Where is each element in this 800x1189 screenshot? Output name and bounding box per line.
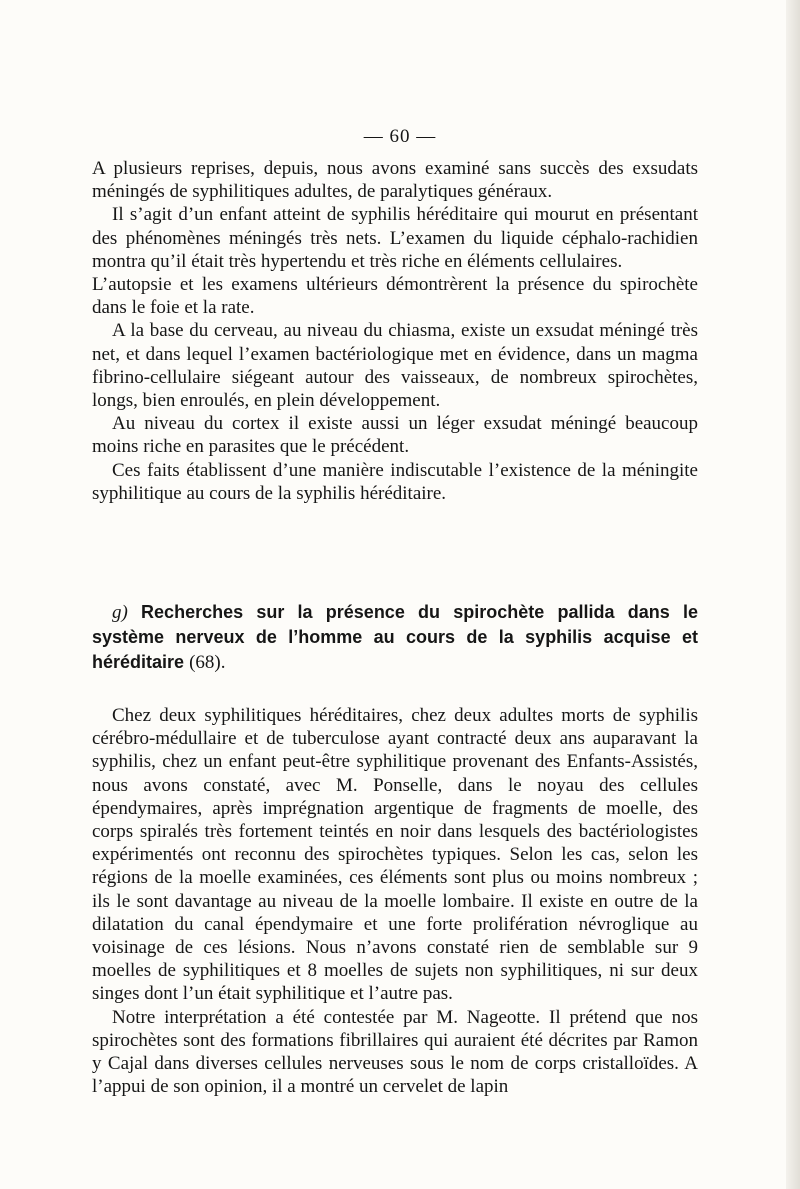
section-marker: g) [112,602,128,623]
paragraph: Ces faits établissent d’une manière indiscutable l’existence de la méningite syphilitique au cours de la syphilis héréditaire. [92,459,698,504]
paragraph: L’autopsie et les examens ultérieurs démontrèrent la présence du spirochète dans le foie et la rate. [92,274,698,319]
paragraph: Au niveau du cortex il existe aussi un léger exsudat méningé beaucoup moins riche en parasites que le précédent. [92,413,698,458]
paragraph: Il s’agit d’un enfant atteint de syphilis héréditaire qui mourut en présentant des phénomènes méningés très nets. L’examen du liquide céphalo-rachidien montra qu’il était très hypertendu et très riche en éléments cellulaires. [92,204,698,272]
paragraph: Chez deux syphilitiques héréditaires, chez deux adultes morts de syphilis cérébro-médullaire et de tuberculose ayant contracté deux ans auparavant la syphilis, chez un enfant peut-être syphilitique provenant des Enfants-Assistés, nous avons constaté, avec M. Ponselle, dans le noyau des cellules épendymaires, après imprégnation argentique de fragments de moelle, des corps spiralés très fortement teintés en noir dans lesquels des bactériologistes expérimentés ont reconnu des spirochètes typiques. Selon les cas, selon les régions de la moelle examinées, ces éléments sont plus ou moins nombreux ; ils le sont davantage au niveau de la moelle lombaire. Il existe en outre de la dilatation du canal épendymaire et une forte prolifération névroglique au voisinage de ces lésions. Nous n’avons constaté rien de semblable sur 9 moelles de syphilitiques et 8 moelles de sujets non syphilitiques, ni sur deux singes dont l’un était syphilitique et l’autre pas. [92,705,698,1005]
section-heading-block [92,600,698,675]
page-edge-shadow [786,0,800,1189]
section-before-text [92,157,698,505]
section-after-text [92,704,698,1098]
paragraph: A la base du cerveau, au niveau du chiasma, existe un exsudat méningé très net, et dans lequel l’examen bactériologique met en évidence, dans un magma fibrino-cellulaire siégeant autour des vaisseaux, de nombreux spirochètes, longs, bien enroulés, en plein développement. [92,320,698,412]
page-number: — 60 — [363,126,437,147]
paragraph: A plusieurs reprises, depuis, nous avons examiné sans succès des exsudats méningés de syphilitiques adultes, de paralytiques généraux. [92,158,698,203]
section-title: Recherches sur la présence du spirochète pallida dans le système nerveux de l’homme au cours de la syphilis acquise et héréditaire [92,602,698,672]
section-reference: (68). [189,652,226,673]
section-heading [92,600,698,675]
paragraph: Notre interprétation a été contestée par M. Nageotte. Il prétend que nos spirochètes sont des formations fibrillaires qui auraient été décrites par Ramon y Cajal dans diverses cellules nerveuses sous le nom de corps cristalloïdes. A l’appui de son opinion, il a montré un cervelet de lapin [92,1006,698,1098]
